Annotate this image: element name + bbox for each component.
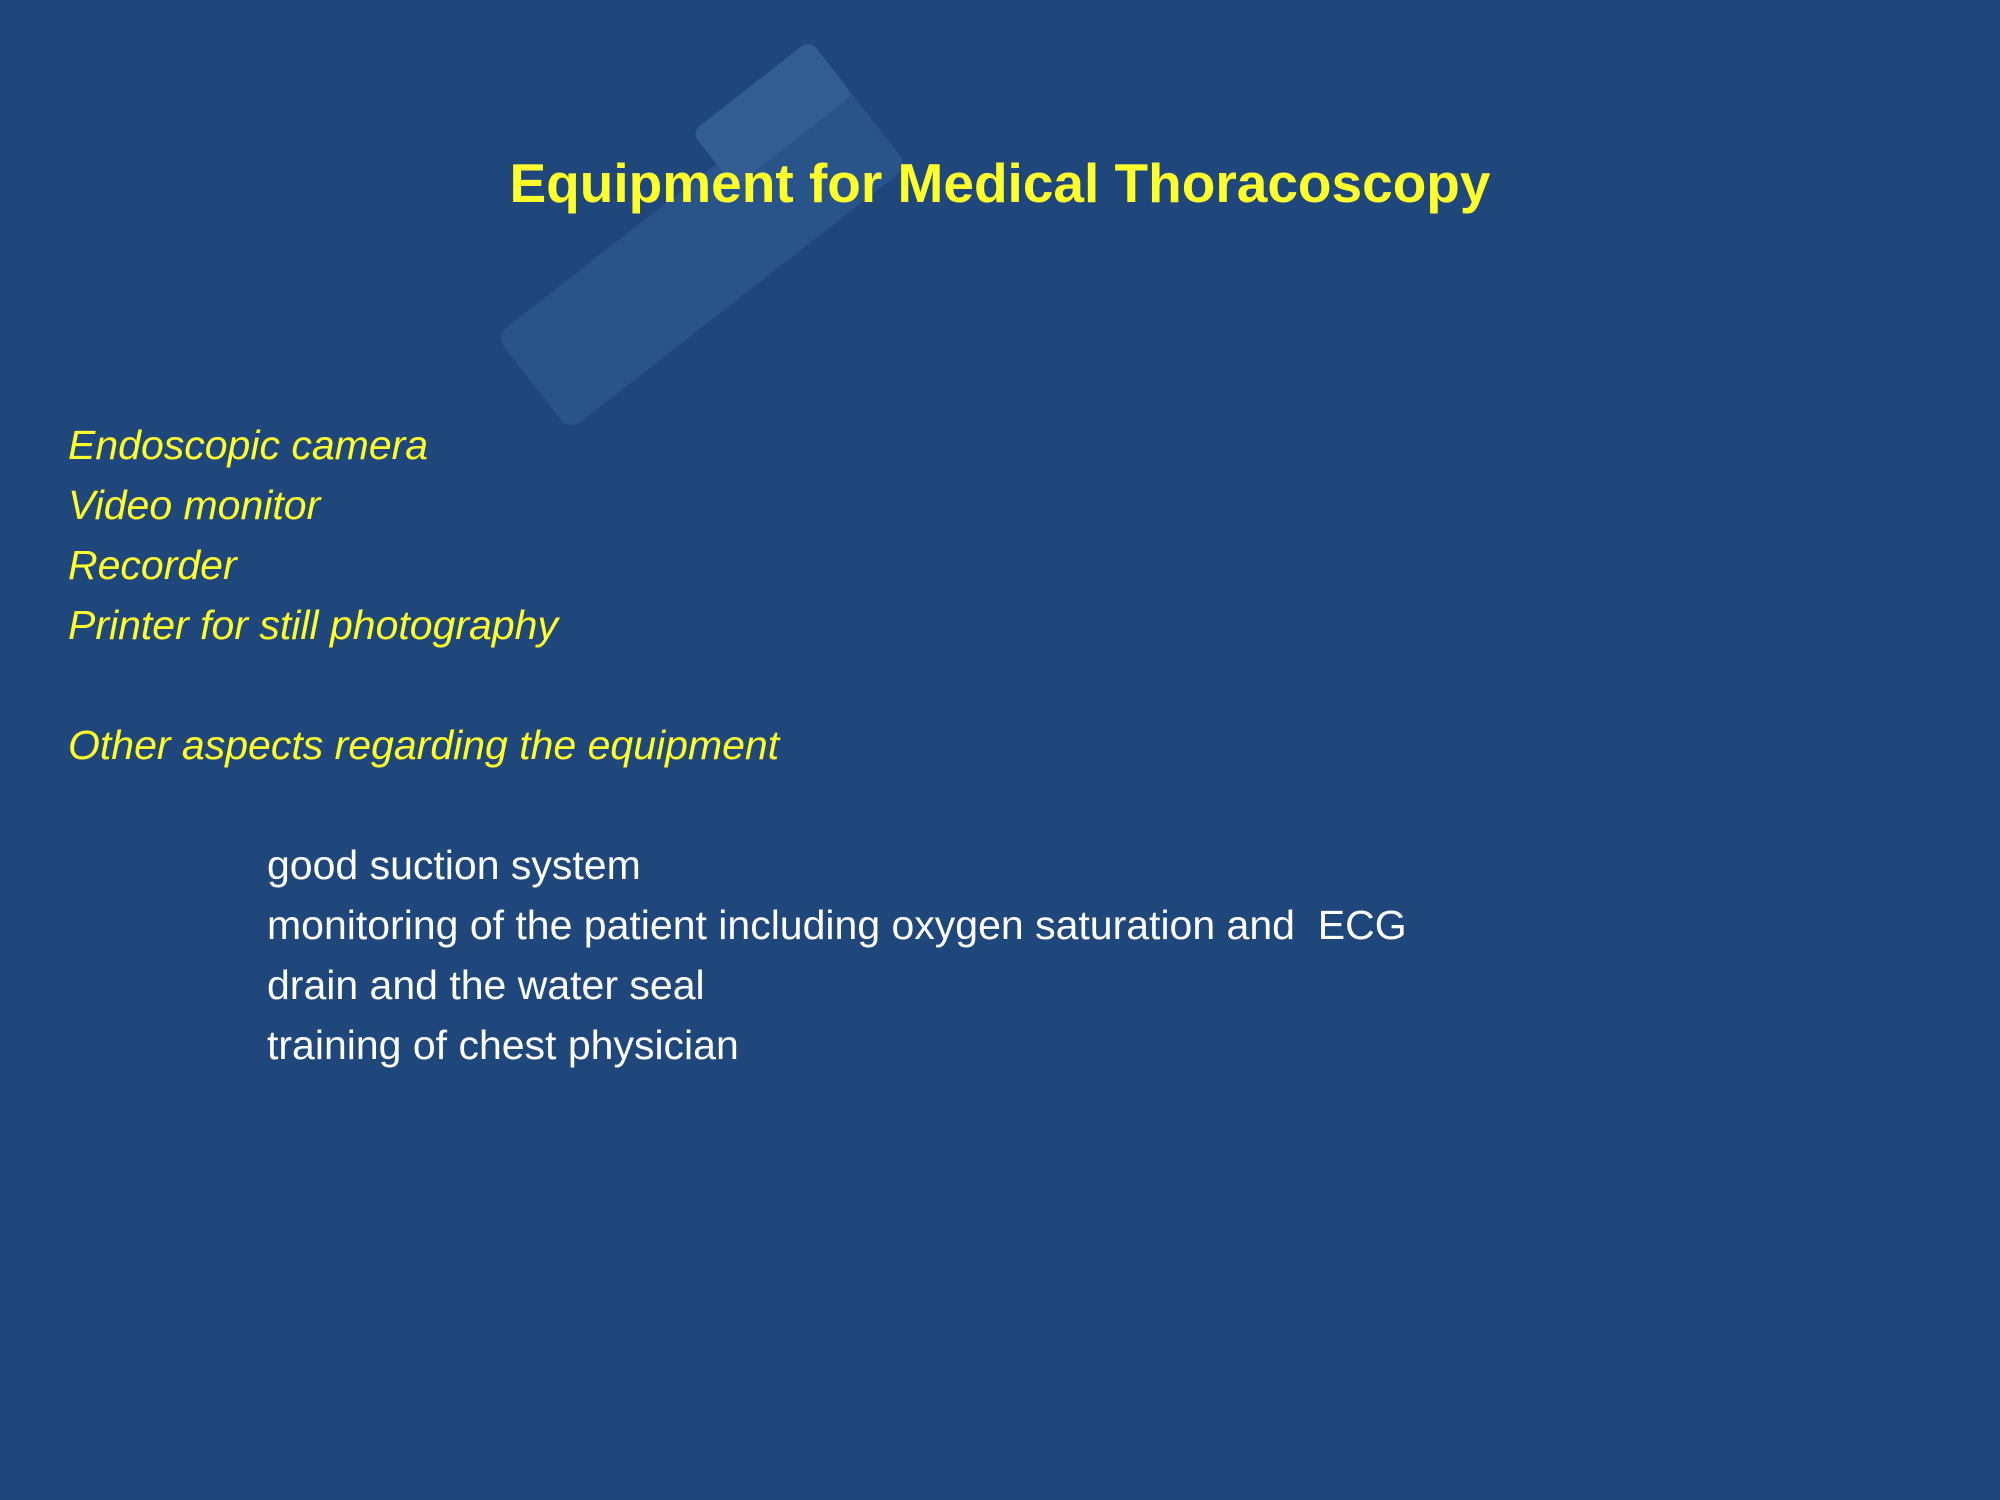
other-aspects-heading: Other aspects regarding the equipment — [68, 722, 780, 768]
equipment-item: Endoscopic camera — [68, 422, 429, 468]
aspect-item: training of chest physician — [267, 1022, 739, 1068]
aspect-item: drain and the water seal — [267, 962, 705, 1008]
equipment-item: Printer for still photography — [68, 602, 558, 648]
slide-title: Equipment for Medical Thoracoscopy — [509, 152, 1491, 214]
skuola-watermark-logo — [470, 40, 940, 470]
equipment-item: Video monitor — [68, 482, 321, 528]
equipment-item: Recorder — [68, 542, 237, 588]
aspect-item: monitoring of the patient including oxygen saturation and ECG — [267, 902, 1407, 948]
aspects-list — [267, 835, 1407, 1075]
aspect-item: good suction system — [267, 842, 641, 888]
equipment-list — [68, 415, 558, 655]
